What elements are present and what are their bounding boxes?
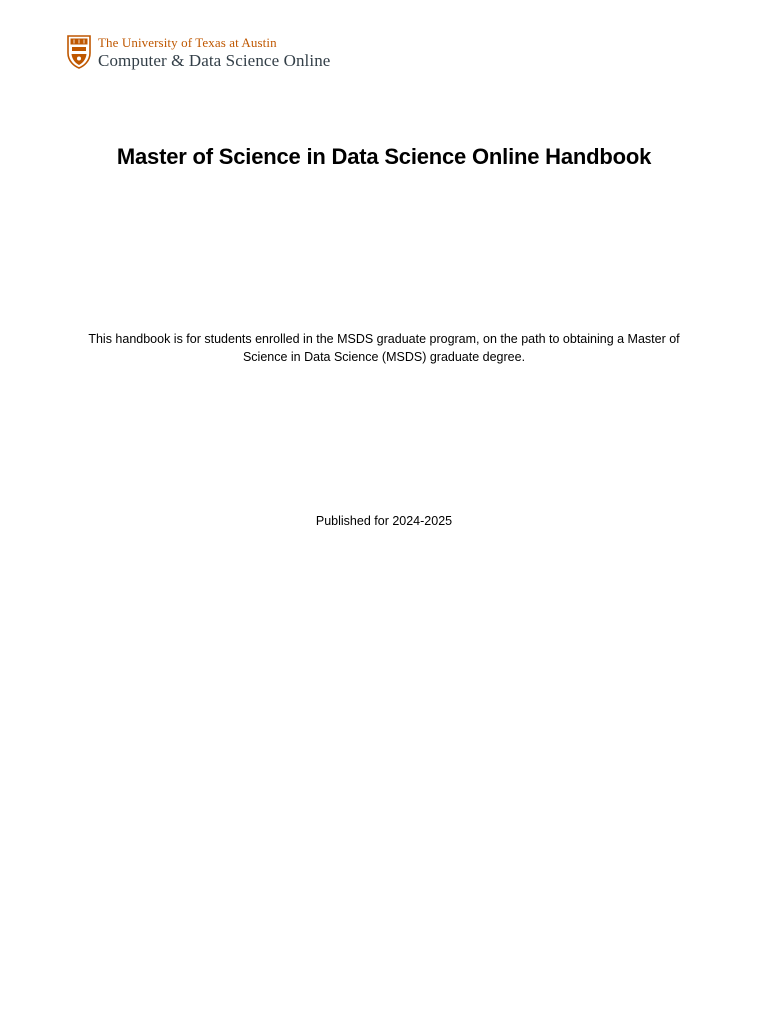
page-title: Master of Science in Data Science Online Handbook (116, 144, 652, 169)
unit-name: Computer & Data Science Online (98, 51, 331, 70)
wordmark (98, 35, 330, 69)
ut-shield-icon (67, 35, 91, 69)
logo (67, 35, 330, 69)
published-note: Published for 2024-2025 (315, 514, 453, 528)
intro-paragraph: This handbook is for students enrolled in the MSDS graduate program, on the path to obtaining a Master of Science in Data Science (MSDS) graduate degree. (88, 332, 680, 364)
university-name: The University of Texas at Austin (98, 35, 277, 50)
